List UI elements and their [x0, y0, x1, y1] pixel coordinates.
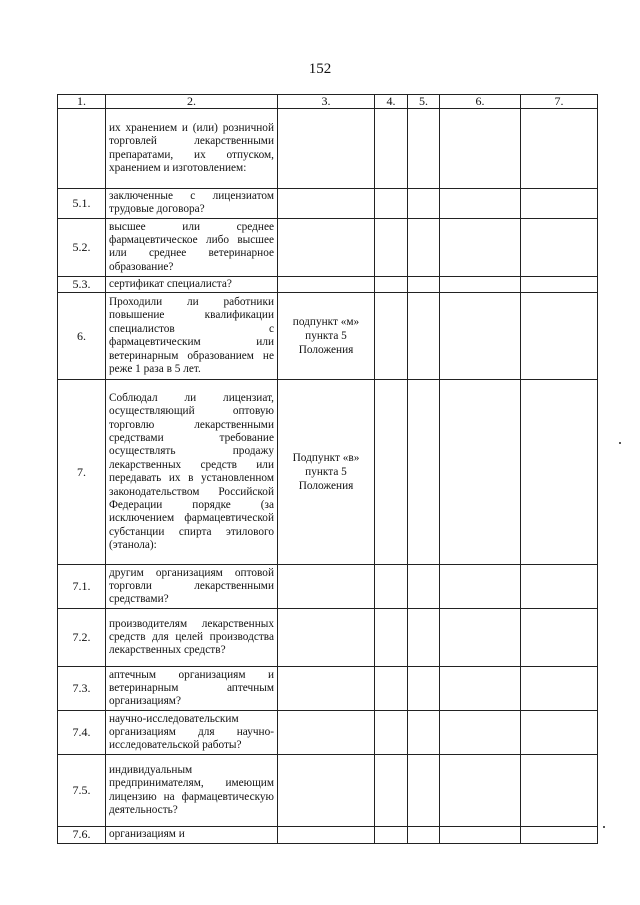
- row-number: 7.1.: [58, 565, 106, 609]
- row-number: 5.3.: [58, 276, 106, 292]
- header-col-3: 3.: [278, 95, 375, 109]
- empty-cell: [521, 109, 598, 189]
- row-question: другим организациям оптовой торговли лекарственными средствами?: [106, 565, 278, 609]
- empty-cell: [408, 380, 440, 565]
- row-number: 7.4.: [58, 711, 106, 755]
- table-row: [58, 667, 598, 711]
- row-number: 7.5.: [58, 755, 106, 827]
- header-col-4: 4.: [375, 95, 408, 109]
- empty-cell: [408, 189, 440, 219]
- table-row: [58, 380, 598, 565]
- empty-cell: [521, 218, 598, 276]
- row-number: 7.2.: [58, 609, 106, 667]
- row-question: заключенные с лицензиатом трудовые договора?: [106, 189, 278, 219]
- row-number: 7.3.: [58, 667, 106, 711]
- empty-cell: [521, 293, 598, 380]
- empty-cell: [521, 827, 598, 843]
- empty-cell: [408, 109, 440, 189]
- table-row: [58, 711, 598, 755]
- empty-cell: [408, 711, 440, 755]
- empty-cell: [375, 380, 408, 565]
- row-number: 6.: [58, 293, 106, 380]
- page-number: 152: [308, 61, 332, 77]
- empty-cell: [521, 609, 598, 667]
- row-reference: Подпункт «в» пункта 5 Положения: [278, 380, 375, 565]
- empty-cell: [440, 755, 521, 827]
- header-row: [58, 95, 598, 109]
- row-number: 7.: [58, 380, 106, 565]
- row-question: сертификат специалиста?: [106, 276, 278, 292]
- row-question: аптечным организациям и ветеринарным аптечным организациям?: [106, 667, 278, 711]
- row-question: высшее или среднее фармацевтическое либо высшее или среднее ветеринарное образование?: [106, 218, 278, 276]
- row-question: организациям и: [106, 827, 278, 843]
- empty-cell: [521, 189, 598, 219]
- empty-cell: [375, 827, 408, 843]
- header-col-7: 7.: [521, 95, 598, 109]
- empty-cell: [440, 189, 521, 219]
- empty-cell: [521, 380, 598, 565]
- row-reference: [278, 189, 375, 219]
- empty-cell: [440, 276, 521, 292]
- empty-cell: [440, 711, 521, 755]
- table-row: [58, 189, 598, 219]
- empty-cell: [440, 109, 521, 189]
- table-row: [58, 827, 598, 843]
- empty-cell: [375, 609, 408, 667]
- empty-cell: [440, 827, 521, 843]
- empty-cell: [375, 109, 408, 189]
- table-row: [58, 109, 598, 189]
- empty-cell: [375, 565, 408, 609]
- scan-speck: [603, 826, 605, 828]
- empty-cell: [375, 218, 408, 276]
- empty-cell: [440, 565, 521, 609]
- row-reference: [278, 667, 375, 711]
- empty-cell: [375, 711, 408, 755]
- row-question: Проходили ли работники повышение квалификации специалистов с фармацевтическим или ветеринарным образованием не реже 1 раза в 5 лет.: [106, 293, 278, 380]
- empty-cell: [521, 276, 598, 292]
- row-reference: [278, 276, 375, 292]
- table-row: [58, 276, 598, 292]
- empty-cell: [521, 667, 598, 711]
- empty-cell: [440, 609, 521, 667]
- empty-cell: [408, 609, 440, 667]
- row-question: их хранением и (или) розничной торговлей лекарственными препаратами, их отпуском, хранением и изготовлением:: [106, 109, 278, 189]
- empty-cell: [408, 827, 440, 843]
- empty-cell: [521, 565, 598, 609]
- empty-cell: [408, 276, 440, 292]
- row-number: 5.1.: [58, 189, 106, 219]
- empty-cell: [440, 218, 521, 276]
- empty-cell: [375, 276, 408, 292]
- row-question: производителям лекарственных средств для целей производства лекарственных средств?: [106, 609, 278, 667]
- row-number: [58, 109, 106, 189]
- row-reference: [278, 218, 375, 276]
- table-row: [58, 293, 598, 380]
- row-reference: подпункт «м» пункта 5 Положения: [278, 293, 375, 380]
- empty-cell: [375, 667, 408, 711]
- empty-cell: [521, 755, 598, 827]
- header-col-6: 6.: [440, 95, 521, 109]
- header-col-2: 2.: [106, 95, 278, 109]
- row-reference: [278, 109, 375, 189]
- empty-cell: [408, 565, 440, 609]
- empty-cell: [408, 755, 440, 827]
- header-col-5: 5.: [408, 95, 440, 109]
- row-question: индивидуальным предпринимателям, имеющим лицензию на фармацевтическую деятельность?: [106, 755, 278, 827]
- empty-cell: [440, 293, 521, 380]
- row-question: Соблюдал ли лицензиат, осуществляющий оптовую торговлю лекарственными средствами требование осуществлять продажу лекарственных средств или передавать их в установленном законодательством Российской Федерации порядке (за исключением фармацевтической субстанции спирта этилового (этанола):: [106, 380, 278, 565]
- row-reference: [278, 609, 375, 667]
- empty-cell: [521, 711, 598, 755]
- empty-cell: [440, 380, 521, 565]
- scan-speck: [619, 442, 621, 444]
- table-row: [58, 565, 598, 609]
- header-col-1: 1.: [58, 95, 106, 109]
- row-question: научно-исследовательским организациям для научно-исследовательской работы?: [106, 711, 278, 755]
- row-number: 7.6.: [58, 827, 106, 843]
- row-reference: [278, 755, 375, 827]
- table-row: [58, 218, 598, 276]
- empty-cell: [408, 218, 440, 276]
- row-reference: [278, 827, 375, 843]
- row-reference: [278, 565, 375, 609]
- row-reference: [278, 711, 375, 755]
- empty-cell: [408, 293, 440, 380]
- checklist-table: [57, 94, 598, 844]
- empty-cell: [375, 293, 408, 380]
- empty-cell: [408, 667, 440, 711]
- empty-cell: [440, 667, 521, 711]
- empty-cell: [375, 755, 408, 827]
- table-row: [58, 755, 598, 827]
- row-number: 5.2.: [58, 218, 106, 276]
- table-row: [58, 609, 598, 667]
- empty-cell: [375, 189, 408, 219]
